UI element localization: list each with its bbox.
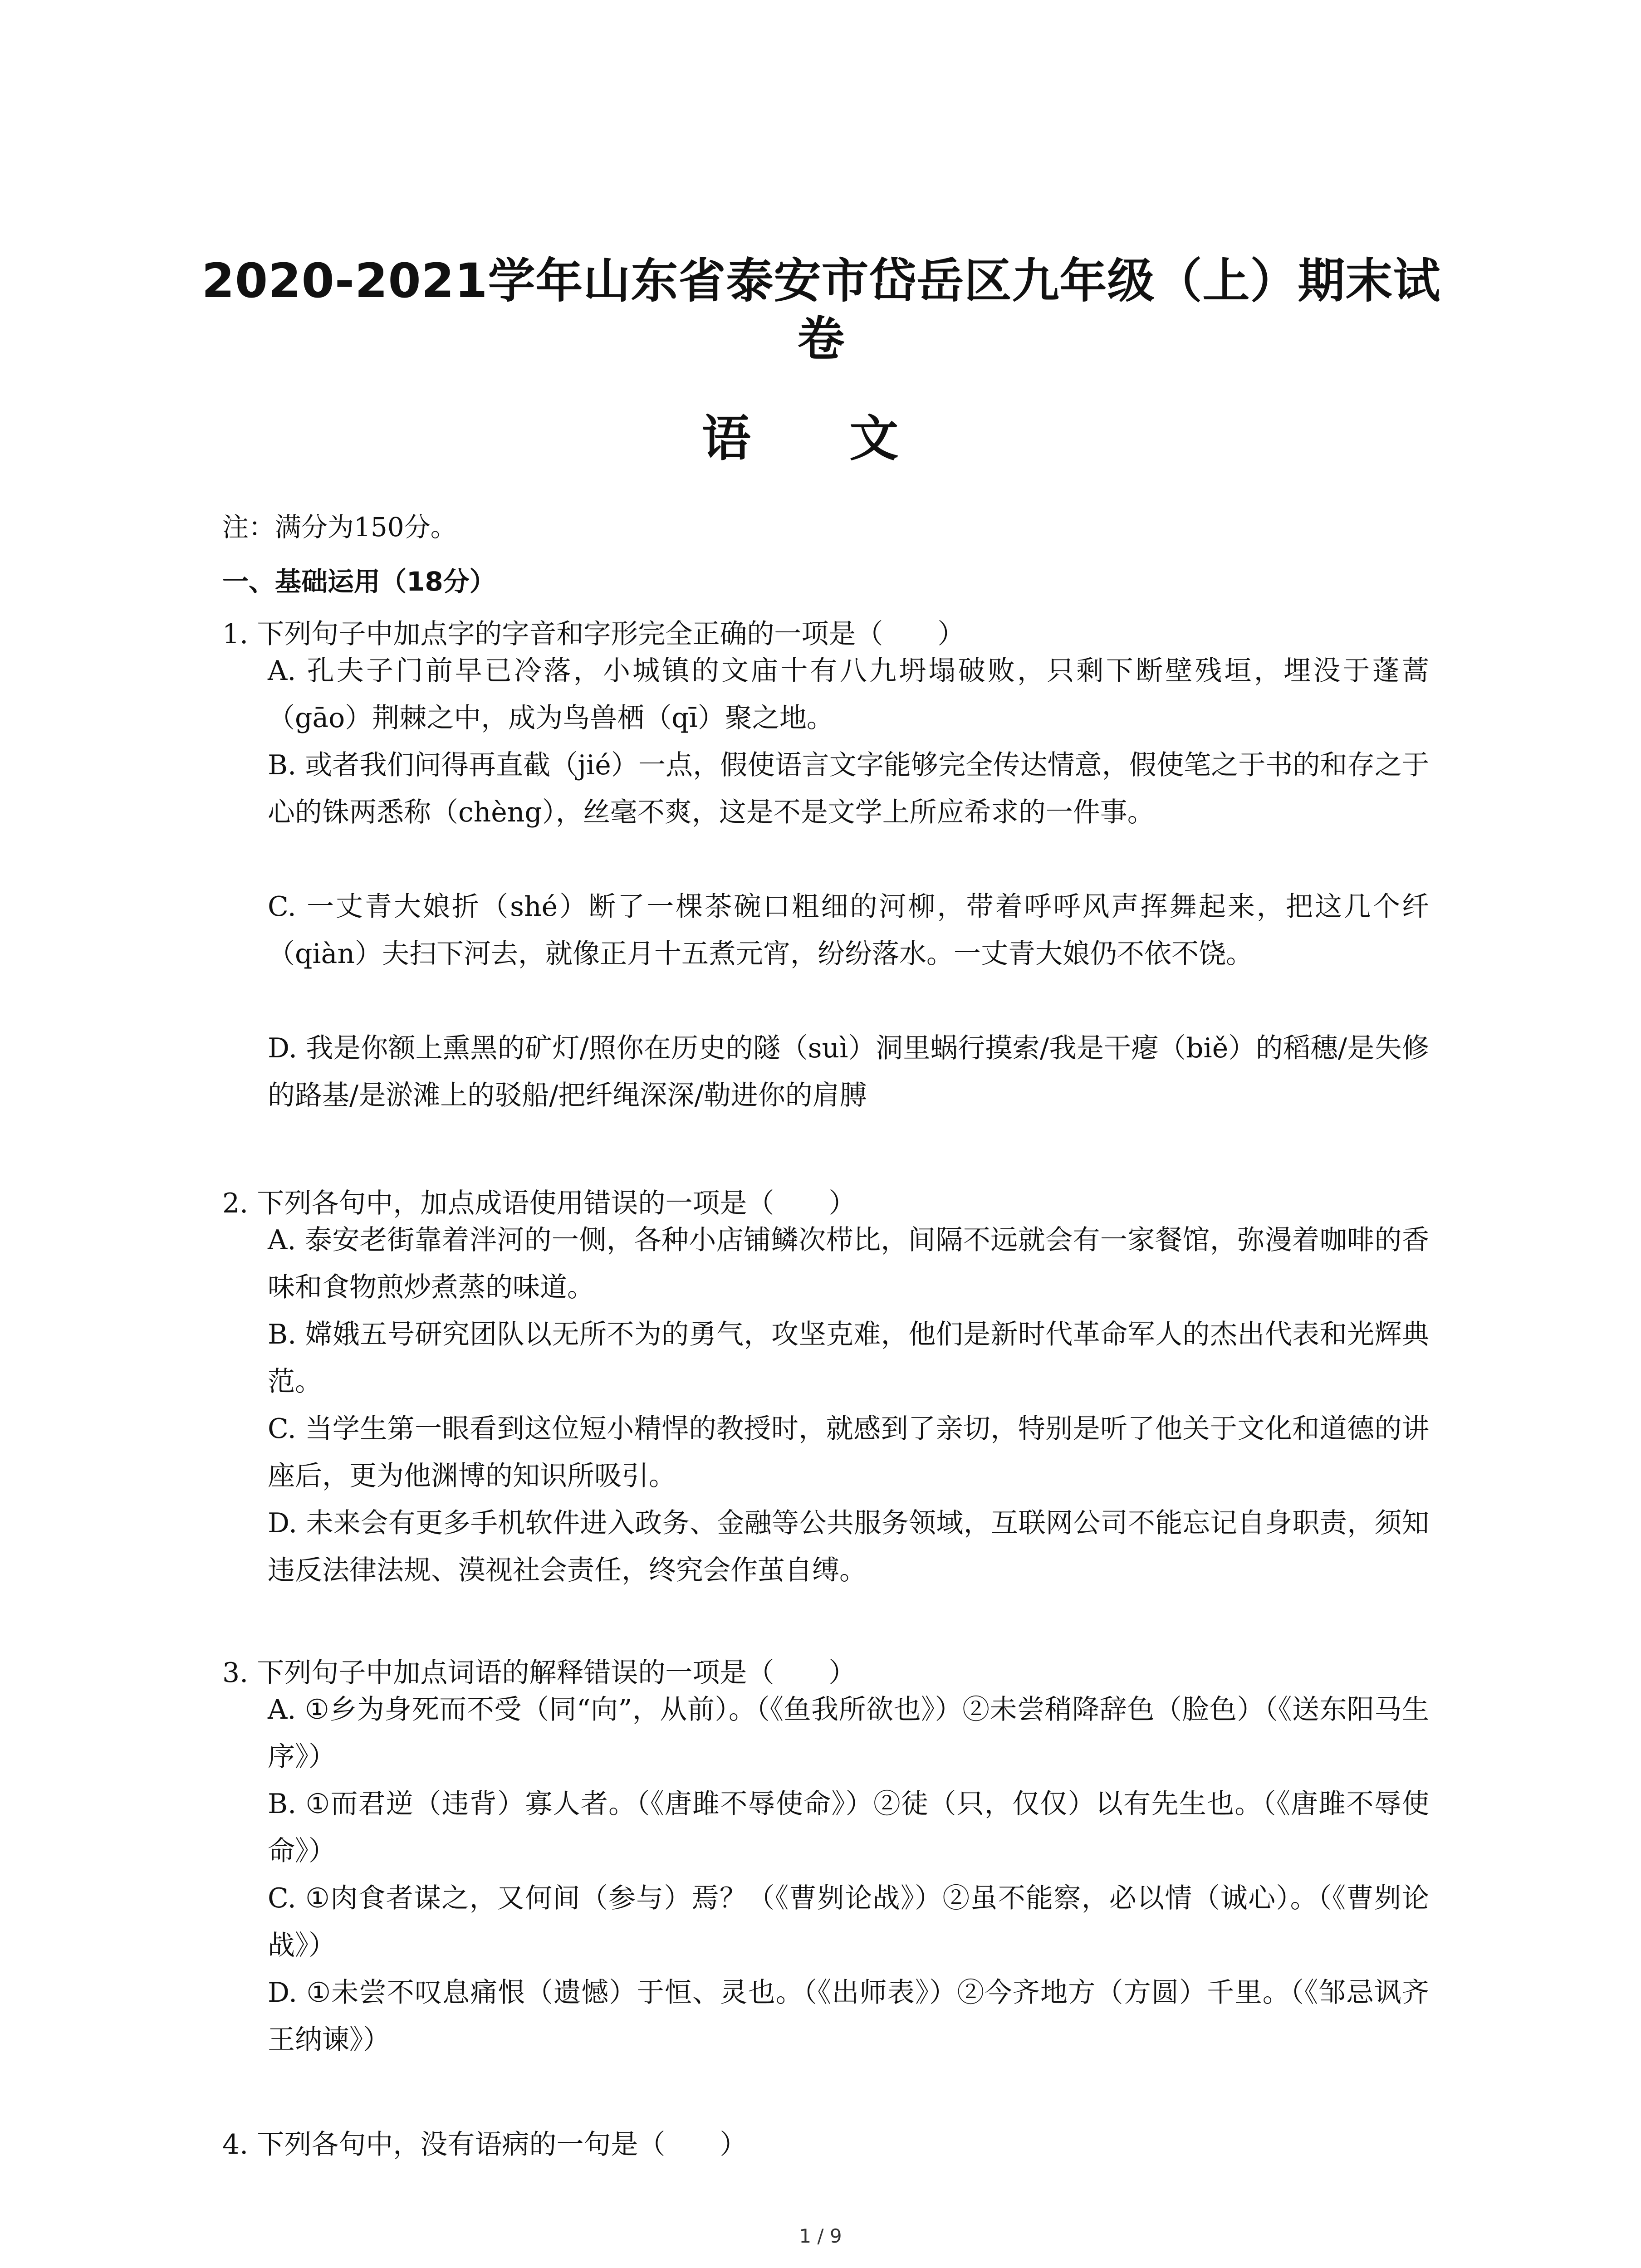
score-note: 注：满分为150分。 bbox=[222, 512, 457, 543]
answer-option: D. 我是你额上熏黑的矿灯/照你在历史的隧（suì）洞里蜗行摸索/我是干瘪（biě）的稻穗/是失修的路基/是淤滩上的驳船/把纤绳深深/勒进你的肩膊 bbox=[268, 1032, 1429, 1111]
answer-option: C. 当学生第一眼看到这位短小精悍的教授时，就感到了亲切，特别是听了他关于文化和道德的讲座后，更为他渊博的知识所吸引。 bbox=[268, 1413, 1429, 1492]
answer-option: C. ①肉食者谋之，又何间（参与）焉？（《曹刿论战》）②虽不能察，必以情（诚心）。（《曹刿论战》） bbox=[268, 1882, 1429, 1961]
subject-heading: 语 文 bbox=[701, 411, 940, 467]
question-stem: 2. 下列各句中，加点成语使用错误的一项是（ ） bbox=[222, 1188, 856, 1219]
answer-option: A. 孔夫子门前早已冷落，小城镇的文庙十有八九坍塌破败，只剩下断壁残垣，埋没于蓬蒿（gāo）荆棘之中，成为鸟兽栖（qī）聚之地。 bbox=[268, 655, 1429, 734]
answer-option: D. ①未尝不叹息痛恨（遗憾）于恒、灵也。（《出师表》）②今齐地方（方圆）千里。（《邹忌讽齐王纳谏》） bbox=[268, 1977, 1429, 2056]
exam-title: 2020-2021学年山东省泰安市岱岳区九年级（上）期末试卷 bbox=[201, 253, 1441, 367]
question-stem: 3. 下列句子中加点词语的解释错误的一项是（ ） bbox=[222, 1657, 856, 1689]
answer-option: C. 一丈青大娘折（shé）断了一棵茶碗口粗细的河柳，带着呼呼风声挥舞起来，把这几个纤（qiàn）夫扫下河去，就像正月十五煮元宵，纷纷落水。一丈青大娘仍不依不饶。 bbox=[268, 891, 1429, 970]
answer-option: A. 泰安老街靠着泮河的一侧，各种小店铺鳞次栉比，间隔不远就会有一家餐馆，弥漫着咖啡的香味和食物煎炒煮蒸的味道。 bbox=[268, 1224, 1429, 1303]
question-stem: 1. 下列句子中加点字的字音和字形完全正确的一项是（ ） bbox=[222, 618, 965, 650]
page-number: 1 / 9 bbox=[799, 2225, 842, 2247]
section-heading: 一、基础运用（18分） bbox=[222, 566, 496, 597]
answer-option: A. ①乡为身死而不受（同“向”，从前）。（《鱼我所欲也》）②未尝稍降辞色（脸色）（《送东阳马生序》） bbox=[268, 1694, 1429, 1773]
answer-option: D. 未来会有更多手机软件进入政务、金融等公共服务领域，互联网公司不能忘记自身职责，须知违反法律法规、漠视社会责任，终究会作茧自缚。 bbox=[268, 1507, 1429, 1586]
question-stem: 4. 下列各句中，没有语病的一句是（ ） bbox=[222, 2129, 747, 2160]
answer-option: B. 嫦娥五号研究团队以无所不为的勇气，攻坚克难，他们是新时代革命军人的杰出代表和光辉典范。 bbox=[268, 1319, 1429, 1398]
answer-option: B. 或者我们问得再直截（jié）一点，假使语言文字能够完全传达情意，假使笔之于书的和存之于心的铢两悉称（chèng），丝毫不爽，这是不是文学上所应希求的一件事。 bbox=[268, 749, 1429, 828]
answer-option: B. ①而君逆（违背）寡人者。（《唐雎不辱使命》）②徒（只，仅仅）以有先生也。（《唐雎不辱使命》） bbox=[268, 1788, 1429, 1867]
